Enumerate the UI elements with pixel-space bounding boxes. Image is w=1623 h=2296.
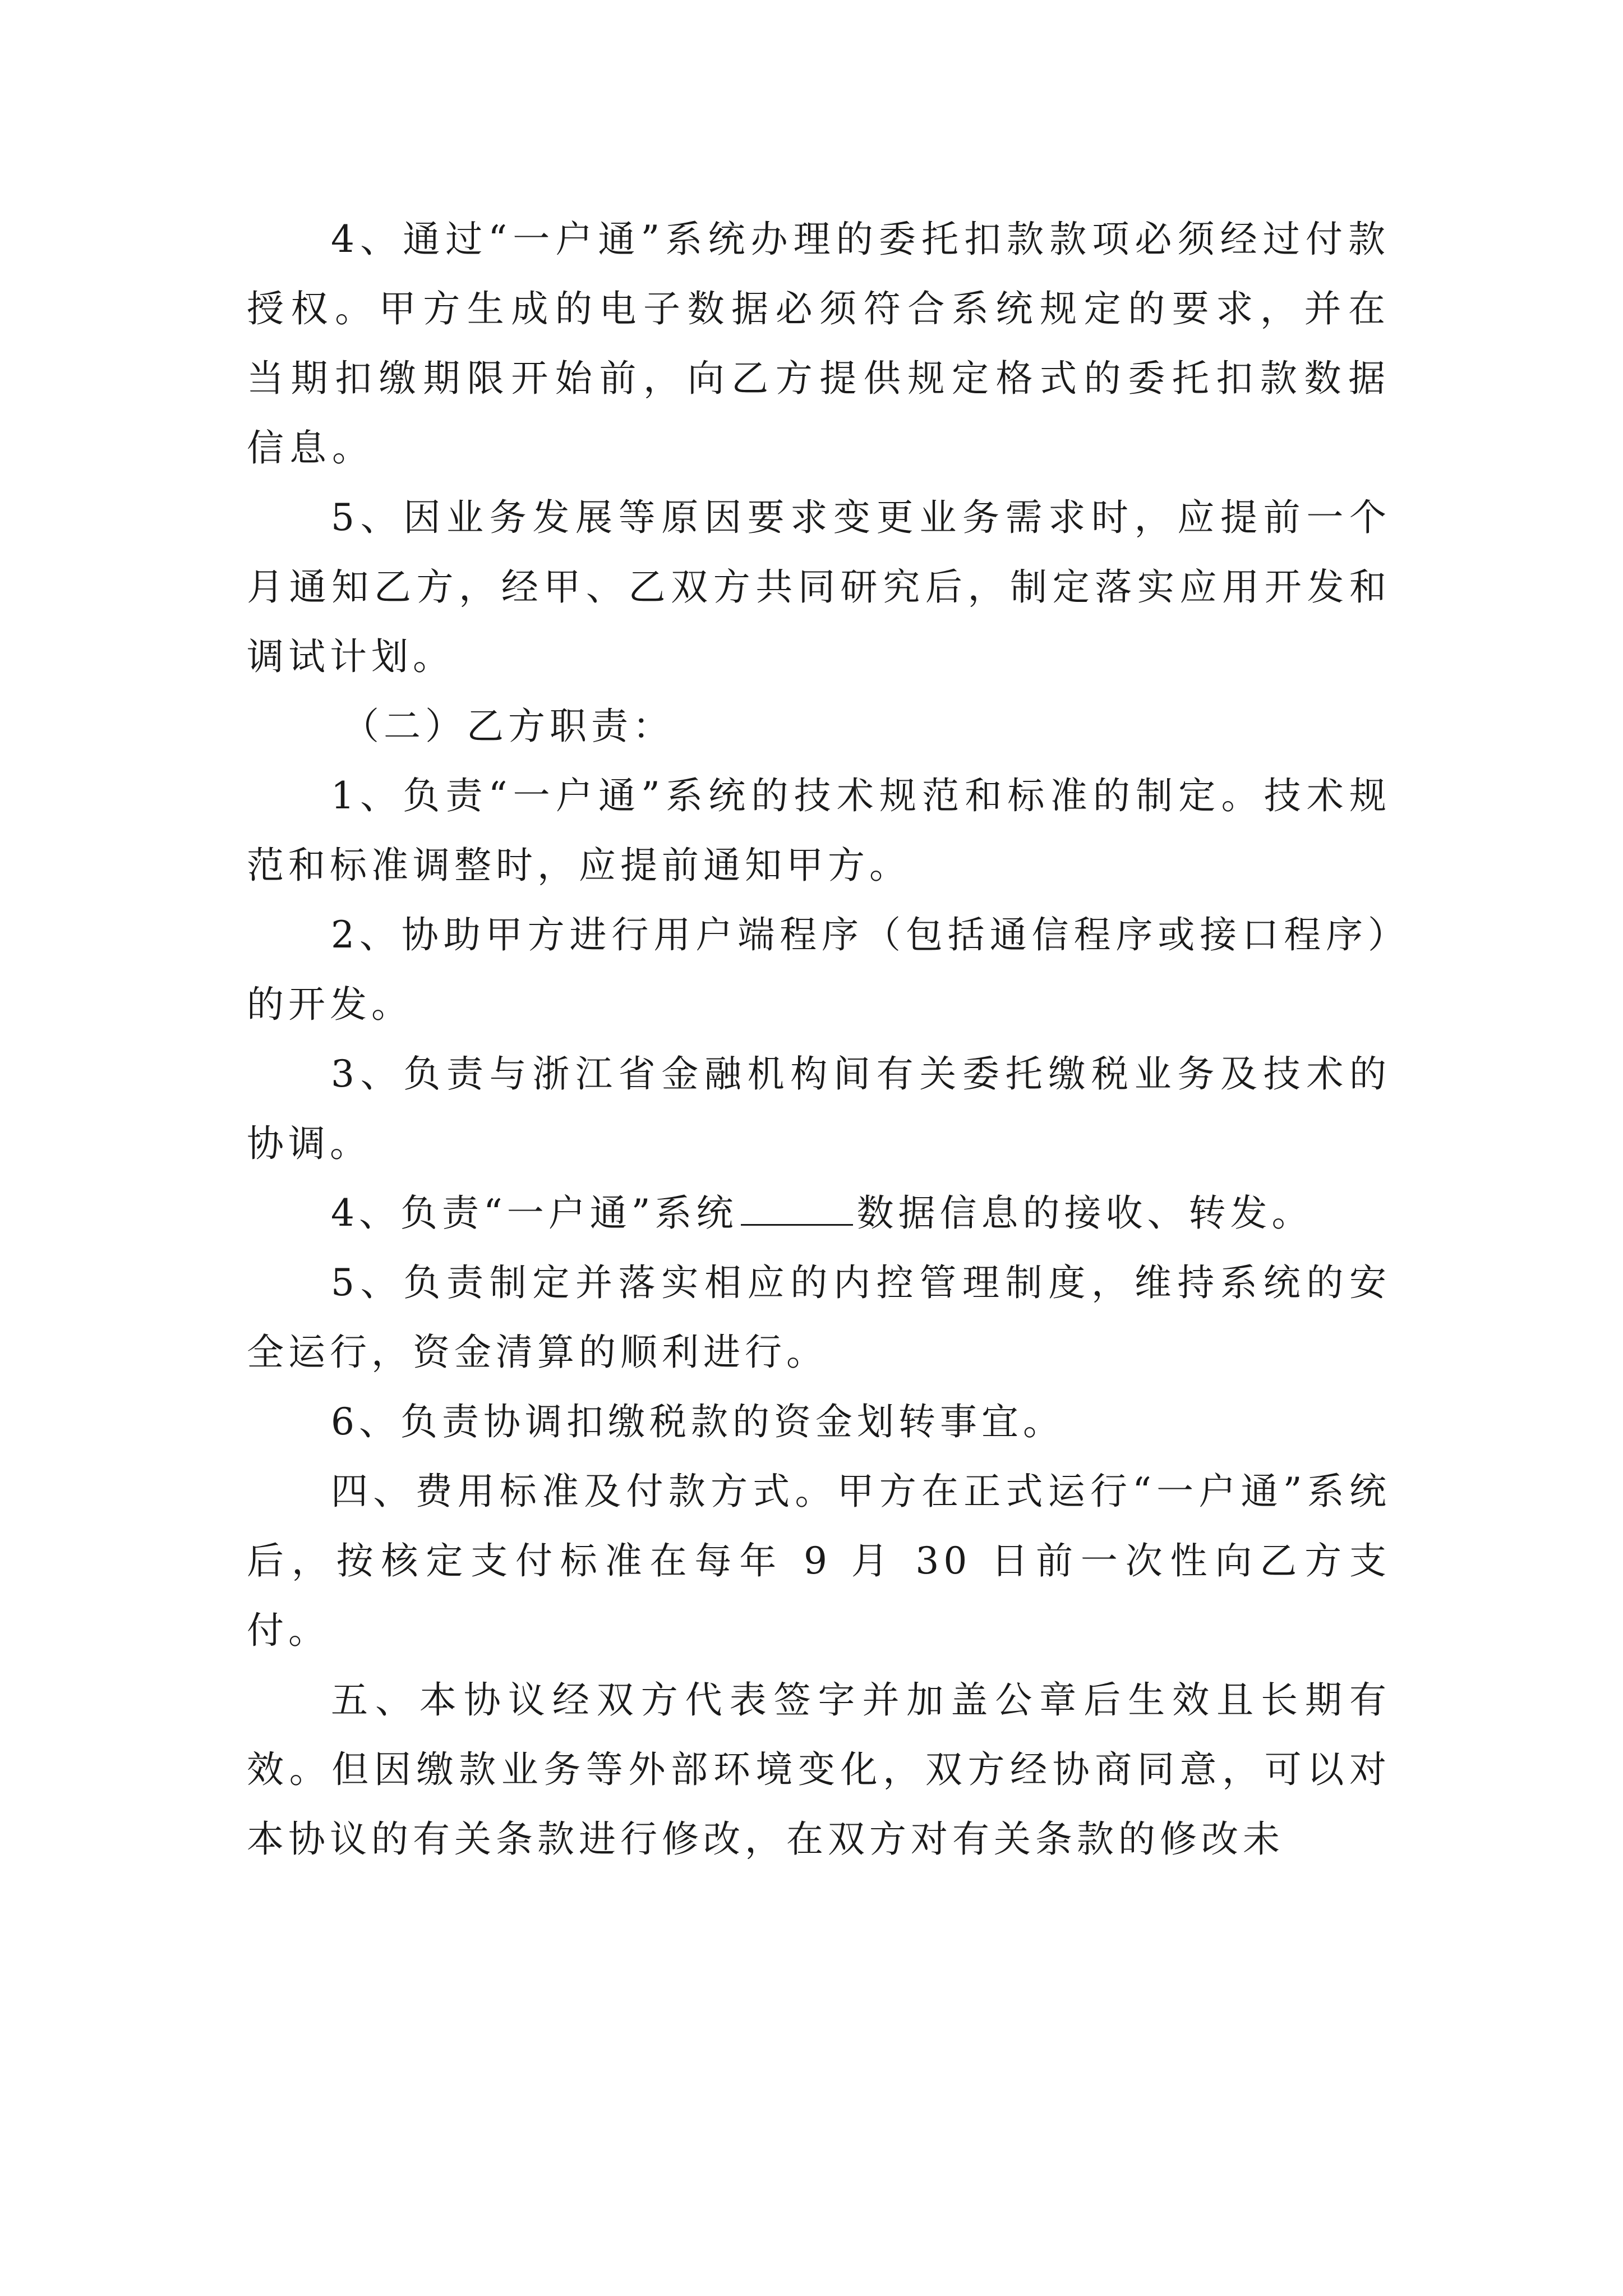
paragraph-business-change-notice: 5、因业务发展等原因要求变更业务需求时，应提前一个月通知乙方，经甲、乙双方共同研究后，制定落实应用开发和调试计划。 xyxy=(247,496,1391,678)
fill-in-blank-line xyxy=(741,1193,853,1226)
paragraph-fees-and-payment: 四、费用标准及付款方式。甲方在正式运行“一户通”系统后，按核定支付标准在每年 9 月 30 日前一次性向乙方支付。 xyxy=(247,1470,1391,1652)
paragraph-client-program-development: 2、协助甲方进行用户端程序（包括通信程序或接口程序）的开发。 xyxy=(247,913,1391,1026)
document-body xyxy=(247,205,1391,1874)
paragraph-fund-transfer: 6、负责协调扣缴税款的资金划转事宜。 xyxy=(331,1400,1064,1443)
paragraph-payment-authorization: 4、通过“一户通”系统办理的委托扣款款项必须经过付款授权。甲方生成的电子数据必须符合系统规定的要求，并在当期扣缴期限开始前，向乙方提供规定格式的委托扣款数据信息。 xyxy=(247,218,1391,470)
data-transfer-text-before-blank: 4、负责“一户通”系统 xyxy=(331,1191,738,1235)
paragraph-data-transfer xyxy=(247,1179,1391,1248)
data-transfer-text-after-blank: 数据信息的接收、转发。 xyxy=(856,1191,1313,1235)
paragraph-technical-standards: 1、负责“一户通”系统的技术规范和标准的制定。技术规范和标准调整时，应提前通知甲方。 xyxy=(247,774,1391,887)
paragraph-internal-control: 5、负责制定并落实相应的内控管理制度，维持系统的安全运行，资金清算的顺利进行。 xyxy=(247,1261,1391,1374)
paragraph-financial-coordination: 3、负责与浙江省金融机构间有关委托缴税业务及技术的协调。 xyxy=(247,1052,1391,1165)
paragraph-agreement-validity: 五、本协议经双方代表签字并加盖公章后生效且长期有效。但因缴款业务等外部环境变化，双方经协商同意，可以对本协议的有关条款进行修改，在双方对有关条款的修改未 xyxy=(247,1678,1391,1861)
section-heading-party-b-duties: （二）乙方职责： xyxy=(342,705,674,748)
